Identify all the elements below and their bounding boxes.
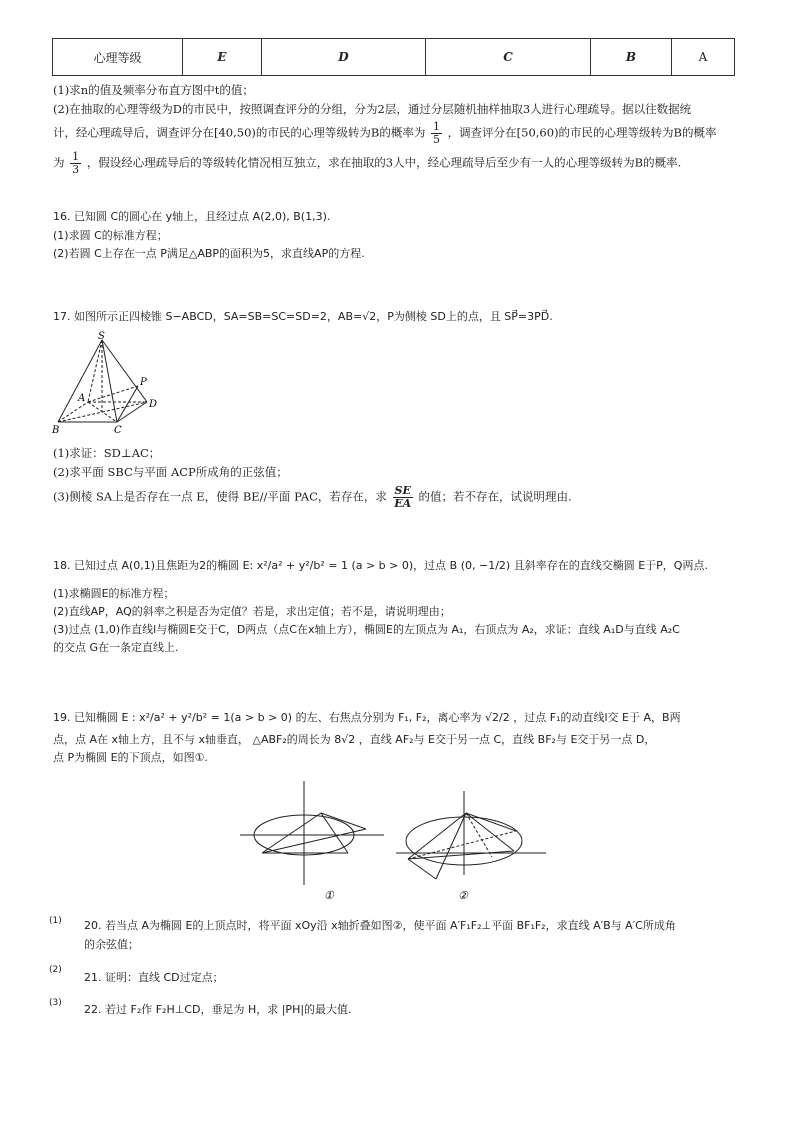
- numerator: 1: [433, 120, 440, 133]
- ellipse-figures: [236, 775, 556, 905]
- numerator: SE: [394, 484, 411, 497]
- denominator: EA: [394, 497, 412, 510]
- q19-text-b: ，过点 F₁的动直线l交 E于 A，B两: [513, 711, 681, 724]
- grade-cell-c: C: [426, 39, 591, 76]
- q16-part2: (2)若圆 C上存在一点 P满足△ABP的面积为5，求直线AP的方程.: [53, 247, 365, 260]
- q18-point-b: (0, −1/2): [460, 559, 511, 572]
- subq3-number: (3): [49, 998, 62, 1008]
- q18-text-b: 且斜率存在的直线交椭圆 E于P，Q两点.: [513, 559, 708, 572]
- q19-stem-line2: 点，点 A在 x轴上方，且不与 x轴垂直， △ABF₂的周长为 8√2 ，直线 AF₂与 E交于另一点 C，直线 BF₂与 E交于另一点 D，: [53, 733, 656, 746]
- denominator: 5: [433, 133, 440, 146]
- grade-cell-e: E: [183, 39, 262, 76]
- subq2-text: 21. 证明：直线 CD过定点；: [84, 971, 224, 984]
- label-c: C: [114, 425, 122, 436]
- q15-text-c: 为: [53, 155, 65, 170]
- q15-part2-line3: [53, 151, 681, 176]
- grade-cell-b: B: [591, 39, 672, 76]
- q18-part3-line2: 的交点 G在一条定直线上.: [53, 641, 179, 654]
- grade-cell-a: A: [672, 39, 735, 76]
- numerator: 1: [72, 150, 80, 163]
- q19-stem-line1: [53, 710, 681, 726]
- q17-text-a: (3)侧棱 SA上是否存在一点 E，使得 BE//平面 PAC，若存在，求: [53, 489, 387, 504]
- q17-part3: [53, 485, 572, 510]
- q18-part1: (1)求椭圆E的标准方程；: [53, 587, 175, 600]
- pyramid-figure: [50, 330, 170, 440]
- q17-stem: 17. 如图所示正四棱锥 S−ABCD，SA=SB=SC=SD=2，AB=√2，P为侧棱 SD上的点，且 SP⃗=3PD⃗.: [53, 310, 553, 323]
- q18-part3-line1: (3)过点 (1,0)作直线l与椭圆E交于C，D两点（点C在x轴上方），椭圆E的左顶点为 A₁，右顶点为 A₂，求证：直线 A₁D与直线 A₂C: [53, 623, 680, 636]
- label-b: B: [52, 425, 60, 436]
- q19-stem-line3: 点 P为椭圆 E的下顶点，如图①.: [53, 751, 208, 764]
- q18-stem: [53, 558, 708, 574]
- grade-cell-d: D: [262, 39, 426, 76]
- q17-text-b: 的值；若不存在，试说明理由.: [418, 489, 572, 504]
- q17-part2: (2)求平面 SBC与平面 ACP所成角的正弦值；: [53, 465, 288, 479]
- subq2-number: (2): [49, 965, 62, 975]
- subq1-number: (1): [49, 916, 62, 926]
- q17-part1: (1)求证：SD⊥AC；: [53, 446, 161, 460]
- grade-header-cell: 心理等级: [53, 39, 183, 76]
- q15-part1: (1)求n的值及频率分布直方图中t的值；: [53, 83, 254, 97]
- q17-fraction: [393, 485, 413, 510]
- subq1-text-cont: 的余弦值；: [84, 938, 139, 951]
- q16-part1: (1)求圆 C的标准方程；: [53, 229, 168, 242]
- caption-figure-2: ②: [458, 889, 468, 902]
- q15-text-d: ，假设经心理疏导后的等级转化情况相互独立，求在抽取的3人中，经心理疏导后至少有一人的心理等级转为B的概率.: [86, 155, 682, 170]
- denominator: 3: [72, 163, 80, 176]
- q15-fraction-1: [431, 121, 442, 146]
- q15-part2-line2: [53, 121, 717, 146]
- subq3-text: 22. 若过 F₂作 F₂H⊥CD，垂足为 H，求 |PH|的最大值.: [84, 1003, 352, 1016]
- grade-table: [52, 38, 735, 76]
- subq1-text: 20. 若当点 A为椭圆 E的上顶点时，将平面 xOy沿 x轴折叠如图②，使平面 A′F₁F₂⊥平面 BF₁F₂，求直线 A′B与 A′C所成角: [84, 919, 676, 932]
- label-a: A: [78, 393, 86, 404]
- label-s: S: [98, 331, 105, 342]
- q15-part2-line1: (2)在抽取的心理等级为D的市民中，按照调查评分的分组，分为2层，通过分层随机抽样抽取3人进行心理疏导。据以往数据统: [53, 102, 692, 116]
- q18-text-a: 18. 已知过点 A(0,1)且焦距为2的椭圆 E: x²/a² + y²/b² = 1 (a > b > 0)，过点 B: [53, 559, 458, 572]
- q15-text-b: ，调查评分在[50,60)的市民的心理等级转为B的概率: [447, 125, 717, 140]
- q19-eccentricity: √2/2: [485, 711, 510, 724]
- label-p: P: [140, 377, 147, 388]
- q15-text-a: 计，经心理疏导后，调查评分在[40,50)的市民的心理等级转为B的概率为: [53, 125, 426, 140]
- label-d: D: [149, 399, 158, 410]
- caption-figure-1: ①: [324, 889, 334, 902]
- q19-text-a: 19. 已知椭圆 E : x²/a² + y²/b² = 1(a > b > 0) 的左、右焦点分别为 F₁, F₂，离心率为: [53, 711, 482, 724]
- q18-part2: (2)直线AP，AQ的斜率之积是否为定值？若是，求出定值；若不是，请说明理由；: [53, 605, 451, 618]
- q16-stem: 16. 已知圆 C的圆心在 y轴上，且经过点 A(2,0), B(1,3).: [53, 210, 331, 223]
- q15-fraction-2: [70, 151, 81, 176]
